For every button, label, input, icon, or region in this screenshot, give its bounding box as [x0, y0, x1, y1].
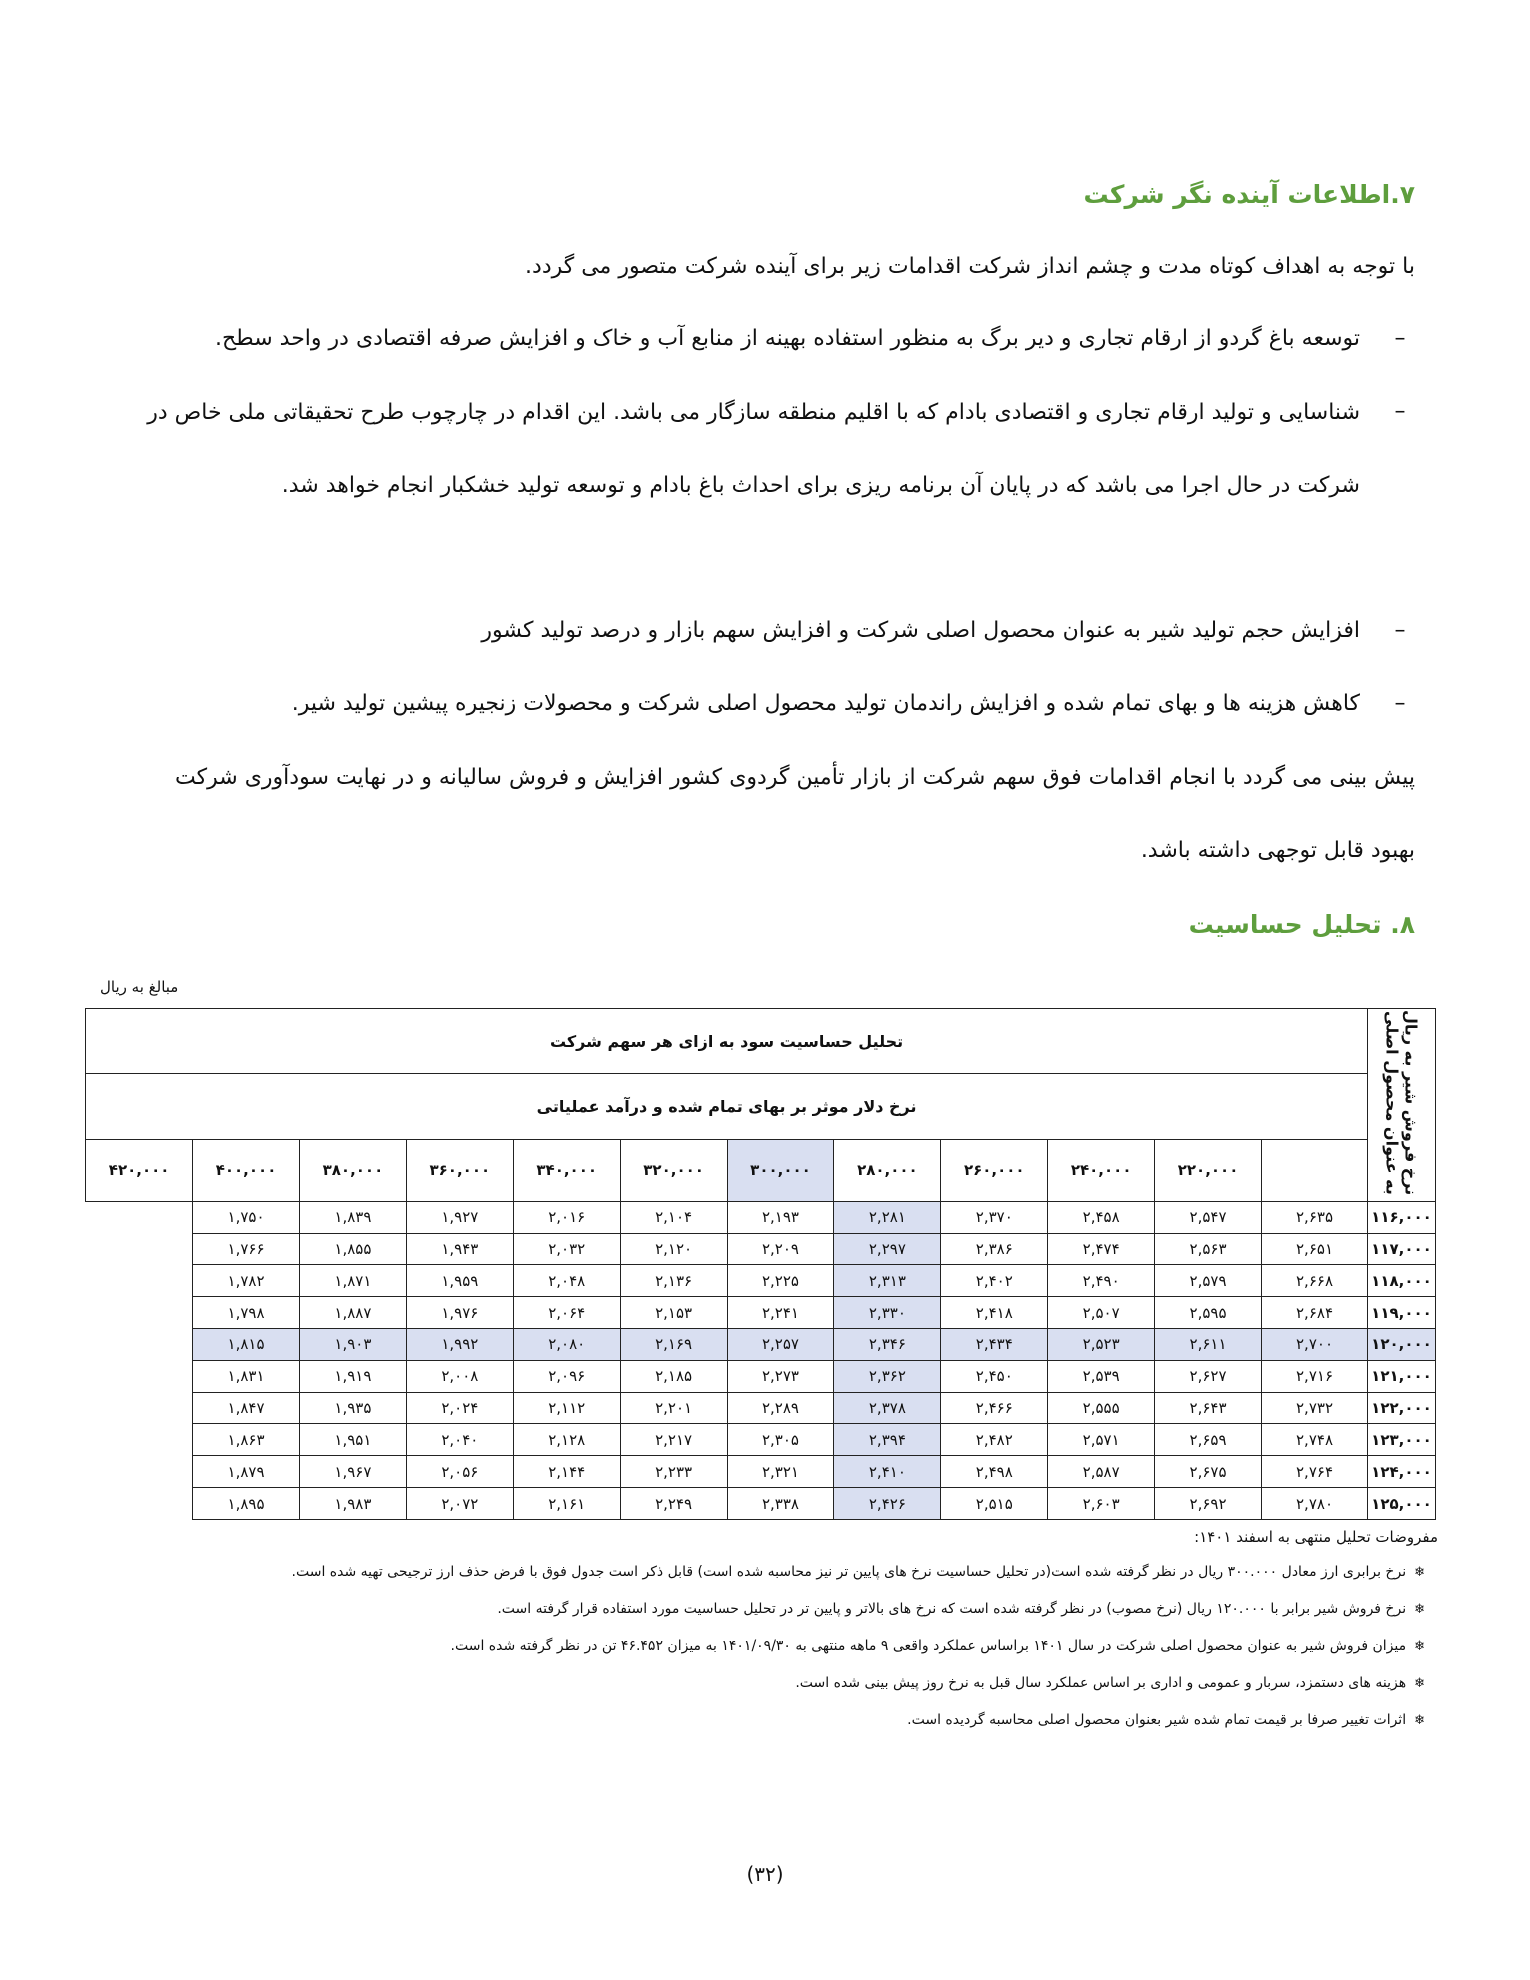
table-cell: ۲,۶۱۱	[1155, 1328, 1262, 1360]
table-cell: ۱,۹۸۳	[299, 1488, 406, 1520]
table-cell: ۲,۴۰۲	[941, 1265, 1048, 1297]
table-cell: ۲,۰۵۶	[406, 1456, 513, 1488]
table-title: تحلیل حساسیت سود به ازای هر سهم شرکت	[86, 1009, 1368, 1074]
table-cell: ۱,۸۷۱	[299, 1265, 406, 1297]
table-cell: ۱,۷۹۸	[193, 1297, 300, 1329]
table-cell: ۱,۸۳۹	[299, 1201, 406, 1233]
table-row-milk-price: ۱۲۲,۰۰۰	[1368, 1392, 1436, 1424]
table-cell: ۲,۷۸۰	[1262, 1488, 1368, 1520]
table-row	[86, 1456, 1436, 1488]
table-cell: ۲,۱۴۴	[513, 1456, 620, 1488]
table-header-dollar-rate: ۳۰۰,۰۰۰	[727, 1139, 834, 1201]
table-cell: ۲,۲۸۹	[727, 1392, 834, 1424]
table-cell: ۲,۲۸۱	[834, 1201, 941, 1233]
table-row	[86, 1201, 1436, 1233]
table-row-milk-price: ۱۱۷,۰۰۰	[1368, 1233, 1436, 1265]
table-cell: ۲,۶۶۸	[1262, 1265, 1368, 1297]
table-cell: ۲,۴۷۴	[1048, 1233, 1155, 1265]
assumptions-title: مفروضات تحلیل منتهی به اسفند ۱۴۰۱:	[1194, 1528, 1438, 1546]
sensitivity-table	[85, 1008, 1436, 1520]
assumption-item	[125, 1675, 1425, 1691]
table-cell: ۲,۳۲۱	[727, 1456, 834, 1488]
table-header-dollar-rate: ۳۶۰,۰۰۰	[406, 1139, 513, 1201]
table-cell: ۲,۰۷۲	[406, 1488, 513, 1520]
table-cell: ۲,۲۴۱	[727, 1297, 834, 1329]
table-cell: ۲,۶۸۴	[1262, 1297, 1368, 1329]
table-row-milk-price: ۱۱۶,۰۰۰	[1368, 1201, 1436, 1233]
table-subtitle: نرخ دلار موثر بر بهای تمام شده و درآمد عملیاتی	[86, 1074, 1368, 1139]
snowflake-icon: ❄	[1414, 1602, 1425, 1617]
units-note: مبالغ به ریال	[100, 978, 179, 996]
table-cell: ۲,۴۵۸	[1048, 1201, 1155, 1233]
table-cell: ۲,۱۰۴	[620, 1201, 727, 1233]
table-cell: ۱,۹۱۹	[299, 1360, 406, 1392]
table-cell: ۲,۱۵۳	[620, 1297, 727, 1329]
table-cell: ۲,۲۵۷	[727, 1328, 834, 1360]
table-cell: ۲,۲۳۳	[620, 1456, 727, 1488]
table-row-milk-price: ۱۲۱,۰۰۰	[1368, 1360, 1436, 1392]
snowflake-icon: ❄	[1414, 1676, 1425, 1691]
section-7-intro: با توجه به اهداف کوتاه مدت و چشم انداز شرکت اقدامات زیر برای آینده شرکت متصور می گردد.	[525, 254, 1415, 279]
section-7-heading: ۷.اطلاعات آینده نگر شرکت	[1083, 180, 1415, 209]
table-cell: ۱,۸۶۳	[193, 1424, 300, 1456]
table-cell: ۲,۰۹۶	[513, 1360, 620, 1392]
table-cell: ۲,۷۶۴	[1262, 1456, 1368, 1488]
table-row	[86, 1424, 1436, 1456]
table-cell: ۲,۰۸۰	[513, 1328, 620, 1360]
table-row	[86, 1360, 1436, 1392]
table-row-milk-price: ۱۱۸,۰۰۰	[1368, 1265, 1436, 1297]
assumption-item	[125, 1601, 1425, 1617]
table-cell: ۲,۶۵۱	[1262, 1233, 1368, 1265]
table-cell: ۲,۳۸۶	[941, 1233, 1048, 1265]
table-row-milk-price: ۱۱۹,۰۰۰	[1368, 1297, 1436, 1329]
table-cell: ۱,۷۶۶	[193, 1233, 300, 1265]
table-cell: ۲,۰۲۴	[406, 1392, 513, 1424]
table-cell: ۱,۸۳۱	[193, 1360, 300, 1392]
table-cell: ۲,۵۰۷	[1048, 1297, 1155, 1329]
table-cell: ۲,۵۷۱	[1048, 1424, 1155, 1456]
table-row	[86, 1488, 1436, 1520]
table-row	[86, 1265, 1436, 1297]
table-cell: ۲,۱۲۸	[513, 1424, 620, 1456]
table-cell: ۲,۱۶۹	[620, 1328, 727, 1360]
table-cell: ۲,۱۶۱	[513, 1488, 620, 1520]
assumption-item	[125, 1638, 1425, 1654]
table-row-milk-price: ۱۲۳,۰۰۰	[1368, 1424, 1436, 1456]
bullet-text: افزایش حجم تولید شیر به عنوان محصول اصلی شرکت و افزایش سهم بازار و درصد تولید کشور	[481, 618, 1360, 643]
table-cell: ۲,۴۱۰	[834, 1456, 941, 1488]
table-cell: ۱,۹۵۱	[299, 1424, 406, 1456]
table-header-dollar-rate: ۲۴۰,۰۰۰	[1048, 1139, 1155, 1201]
bullet-dash: –	[1394, 691, 1406, 716]
table-cell: ۲,۲۹۷	[834, 1233, 941, 1265]
table-header-dollar-rate: ۲۶۰,۰۰۰	[941, 1139, 1048, 1201]
assumption-text: اثرات تغییر صرفا بر قیمت تمام شده شیر بعنوان محصول اصلی محاسبه گردیده است.	[907, 1712, 1407, 1728]
table-cell: ۲,۳۷۰	[941, 1201, 1048, 1233]
assumption-text: هزینه های دستمزد، سربار و عمومی و اداری بر اساس عملکرد سال قبل به نرخ روز پیش بینی شده است.	[795, 1675, 1407, 1691]
table-header-dollar-rate: ۲۸۰,۰۰۰	[834, 1139, 941, 1201]
table-cell: ۲,۵۹۵	[1155, 1297, 1262, 1329]
table-cell: ۱,۸۷۹	[193, 1456, 300, 1488]
table-cell: ۱,۷۸۲	[193, 1265, 300, 1297]
table-cell: ۲,۴۶۶	[941, 1392, 1048, 1424]
table-cell: ۲,۶۳۵	[1262, 1201, 1368, 1233]
table-cell: ۲,۳۳۰	[834, 1297, 941, 1329]
table-cell: ۱,۹۷۶	[406, 1297, 513, 1329]
table-cell: ۲,۵۱۵	[941, 1488, 1048, 1520]
table-cell: ۲,۴۹۰	[1048, 1265, 1155, 1297]
snowflake-icon: ❄	[1414, 1713, 1425, 1728]
table-row-milk-price: ۱۲۵,۰۰۰	[1368, 1488, 1436, 1520]
assumption-item	[125, 1564, 1425, 1580]
table-row-milk-price: ۱۲۰,۰۰۰	[1368, 1328, 1436, 1360]
table-cell: ۲,۴۹۸	[941, 1456, 1048, 1488]
table-cell: ۱,۸۵۵	[299, 1233, 406, 1265]
table-header-dollar-rate: ۳۴۰,۰۰۰	[513, 1139, 620, 1201]
table-cell: ۲,۵۷۹	[1155, 1265, 1262, 1297]
sensitivity-table-wrapper	[86, 1008, 1436, 1520]
table-cell: ۲,۲۰۱	[620, 1392, 727, 1424]
table-cell: ۲,۱۲۰	[620, 1233, 727, 1265]
table-cell: ۲,۳۱۳	[834, 1265, 941, 1297]
assumption-text: میزان فروش شیر به عنوان محصول اصلی شرکت در سال ۱۴۰۱ براساس عملکرد واقعی ۹ ماهه منتهی به ۱۴۰۱/۰۹/۳۰ به میزان ۴۶.۴۵۲ تن در نظر گرفته شده است.	[450, 1638, 1407, 1654]
table-header-dollar-rate: ۳۲۰,۰۰۰	[620, 1139, 727, 1201]
table-cell: ۲,۰۱۶	[513, 1201, 620, 1233]
table-cell: ۲,۵۴۷	[1155, 1201, 1262, 1233]
table-cell: ۲,۴۱۸	[941, 1297, 1048, 1329]
assumption-text: نرخ برابری ارز معادل ۳۰۰.۰۰۰ ریال در نظر گرفته شده است(در تحلیل حساسیت نرخ های پایین تر نیز محاسبه شده است) قابل ذکر است جدول فوق با فرض حذف ارز ترجیحی تهیه شده است.	[291, 1564, 1407, 1580]
table-cell: ۲,۶۷۵	[1155, 1456, 1262, 1488]
table-cell: ۲,۶۹۲	[1155, 1488, 1262, 1520]
table-cell: ۲,۳۴۶	[834, 1328, 941, 1360]
section-8-heading: ۸. تحلیل حساسیت	[1188, 910, 1415, 939]
table-cell: ۲,۰۳۲	[513, 1233, 620, 1265]
table-header-dollar-rate: ۲۲۰,۰۰۰	[1155, 1139, 1262, 1201]
table-cell: ۱,۸۴۷	[193, 1392, 300, 1424]
table-cell: ۲,۷۰۰	[1262, 1328, 1368, 1360]
assumption-item	[125, 1712, 1425, 1728]
table-cell: ۲,۰۴۸	[513, 1265, 620, 1297]
table-cell: ۲,۶۵۹	[1155, 1424, 1262, 1456]
table-header-row	[86, 1139, 1436, 1201]
table-cell: ۱,۹۵۹	[406, 1265, 513, 1297]
bullet-text: کاهش هزینه ها و بهای تمام شده و افزایش راندمان تولید محصول اصلی شرکت و محصولات زنجیره پیشین تولید شیر.	[291, 691, 1360, 716]
table-cell: ۲,۴۵۰	[941, 1360, 1048, 1392]
table-cell: ۲,۲۲۵	[727, 1265, 834, 1297]
table-cell: ۲,۴۳۴	[941, 1328, 1048, 1360]
table-cell: ۲,۱۸۵	[620, 1360, 727, 1392]
bullet-dash: –	[1394, 618, 1406, 643]
table-cell: ۱,۹۹۲	[406, 1328, 513, 1360]
bullet-text: شناسایی و تولید ارقام تجاری و اقتصادی بادام که با اقلیم منطقه سازگار می باشد. این اقدام در چارچوب طرح تحقیقاتی ملی خاص در شرکت در حال اجرا می باشد که در پایان آن برنامه ریزی برای احداث باغ بادام و توسعه تولید خشکبار انجام خواهد شد.	[147, 400, 1360, 498]
table-side-label: نرخ فروش شیر به ریال به عنوان محصول اصلی	[1382, 1010, 1421, 1196]
bullet-dash: –	[1394, 326, 1406, 351]
table-cell: ۲,۲۰۹	[727, 1233, 834, 1265]
table-cell: ۲,۳۷۸	[834, 1392, 941, 1424]
table-cell: ۲,۱۹۳	[727, 1201, 834, 1233]
table-cell: ۲,۷۴۸	[1262, 1424, 1368, 1456]
table-cell: ۱,۸۱۵	[193, 1328, 300, 1360]
table-cell: ۲,۷۱۶	[1262, 1360, 1368, 1392]
section-7-outlook: پیش بینی می گردد با انجام اقدامات فوق سهم شرکت از بازار تأمین گردوی کشور افزایش و فروش سالیانه و در نهایت سودآوری شرکت بهبود قابل توجهی داشته باشد.	[175, 765, 1415, 863]
table-cell: ۲,۴۲۶	[834, 1488, 941, 1520]
bullet-text: توسعه باغ گردو از ارقام تجاری و دیر برگ به منظور استفاده بهینه از منابع آب و خاک و افزایش صرفه اقتصادی در واحد سطح.	[214, 326, 1360, 351]
table-title-row	[86, 1009, 1436, 1074]
snowflake-icon: ❄	[1414, 1565, 1425, 1580]
table-side-label-cell	[1368, 1009, 1436, 1202]
table-cell: ۲,۵۸۷	[1048, 1456, 1155, 1488]
table-cell: ۲,۱۳۶	[620, 1265, 727, 1297]
table-cell: ۲,۷۳۲	[1262, 1392, 1368, 1424]
table-subtitle-row	[86, 1074, 1436, 1139]
table-header-corner	[1262, 1139, 1368, 1201]
table-cell: ۲,۲۴۹	[620, 1488, 727, 1520]
table-cell: ۲,۴۸۲	[941, 1424, 1048, 1456]
table-header-dollar-rate: ۴۲۰,۰۰۰	[86, 1139, 193, 1201]
table-cell: ۱,۹۲۷	[406, 1201, 513, 1233]
table-cell: ۱,۸۹۵	[193, 1488, 300, 1520]
table-cell: ۲,۵۶۳	[1155, 1233, 1262, 1265]
table-cell: ۲,۰۴۰	[406, 1424, 513, 1456]
table-cell: ۲,۲۷۳	[727, 1360, 834, 1392]
table-row	[86, 1392, 1436, 1424]
table-cell: ۲,۵۵۵	[1048, 1392, 1155, 1424]
table-cell: ۲,۰۰۸	[406, 1360, 513, 1392]
table-cell: ۲,۶۴۳	[1155, 1392, 1262, 1424]
table-header-dollar-rate: ۳۸۰,۰۰۰	[299, 1139, 406, 1201]
table-header-dollar-rate: ۴۰۰,۰۰۰	[193, 1139, 300, 1201]
table-row	[86, 1233, 1436, 1265]
table-cell: ۲,۶۰۳	[1048, 1488, 1155, 1520]
table-row	[86, 1297, 1436, 1329]
bullet-dash: –	[1394, 399, 1406, 424]
table-cell: ۲,۳۳۸	[727, 1488, 834, 1520]
table-cell: ۲,۵۳۹	[1048, 1360, 1155, 1392]
table-cell: ۲,۱۱۲	[513, 1392, 620, 1424]
table-row-milk-price: ۱۲۴,۰۰۰	[1368, 1456, 1436, 1488]
table-cell: ۲,۵۲۳	[1048, 1328, 1155, 1360]
table-cell: ۲,۳۰۵	[727, 1424, 834, 1456]
table-cell: ۱,۷۵۰	[193, 1201, 300, 1233]
table-cell: ۲,۳۶۲	[834, 1360, 941, 1392]
table-cell: ۱,۹۴۳	[406, 1233, 513, 1265]
table-cell: ۲,۰۶۴	[513, 1297, 620, 1329]
table-cell: ۱,۹۰۳	[299, 1328, 406, 1360]
assumption-text: نرخ فروش شیر برابر با ۱۲۰.۰۰۰ ریال (نرخ مصوب) در نظر گرفته شده است که نرخ های بالاتر و پایین تر در تحلیل حساسیت مورد استفاده قرار گرفته است.	[497, 1601, 1407, 1617]
table-cell: ۲,۳۹۴	[834, 1424, 941, 1456]
table-cell: ۲,۶۲۷	[1155, 1360, 1262, 1392]
table-cell: ۱,۸۸۷	[299, 1297, 406, 1329]
table-cell: ۱,۹۶۷	[299, 1456, 406, 1488]
snowflake-icon: ❄	[1414, 1639, 1425, 1654]
page-number: (۳۲)	[746, 1862, 784, 1886]
table-row	[86, 1328, 1436, 1360]
table-cell: ۲,۲۱۷	[620, 1424, 727, 1456]
table-cell: ۱,۹۳۵	[299, 1392, 406, 1424]
